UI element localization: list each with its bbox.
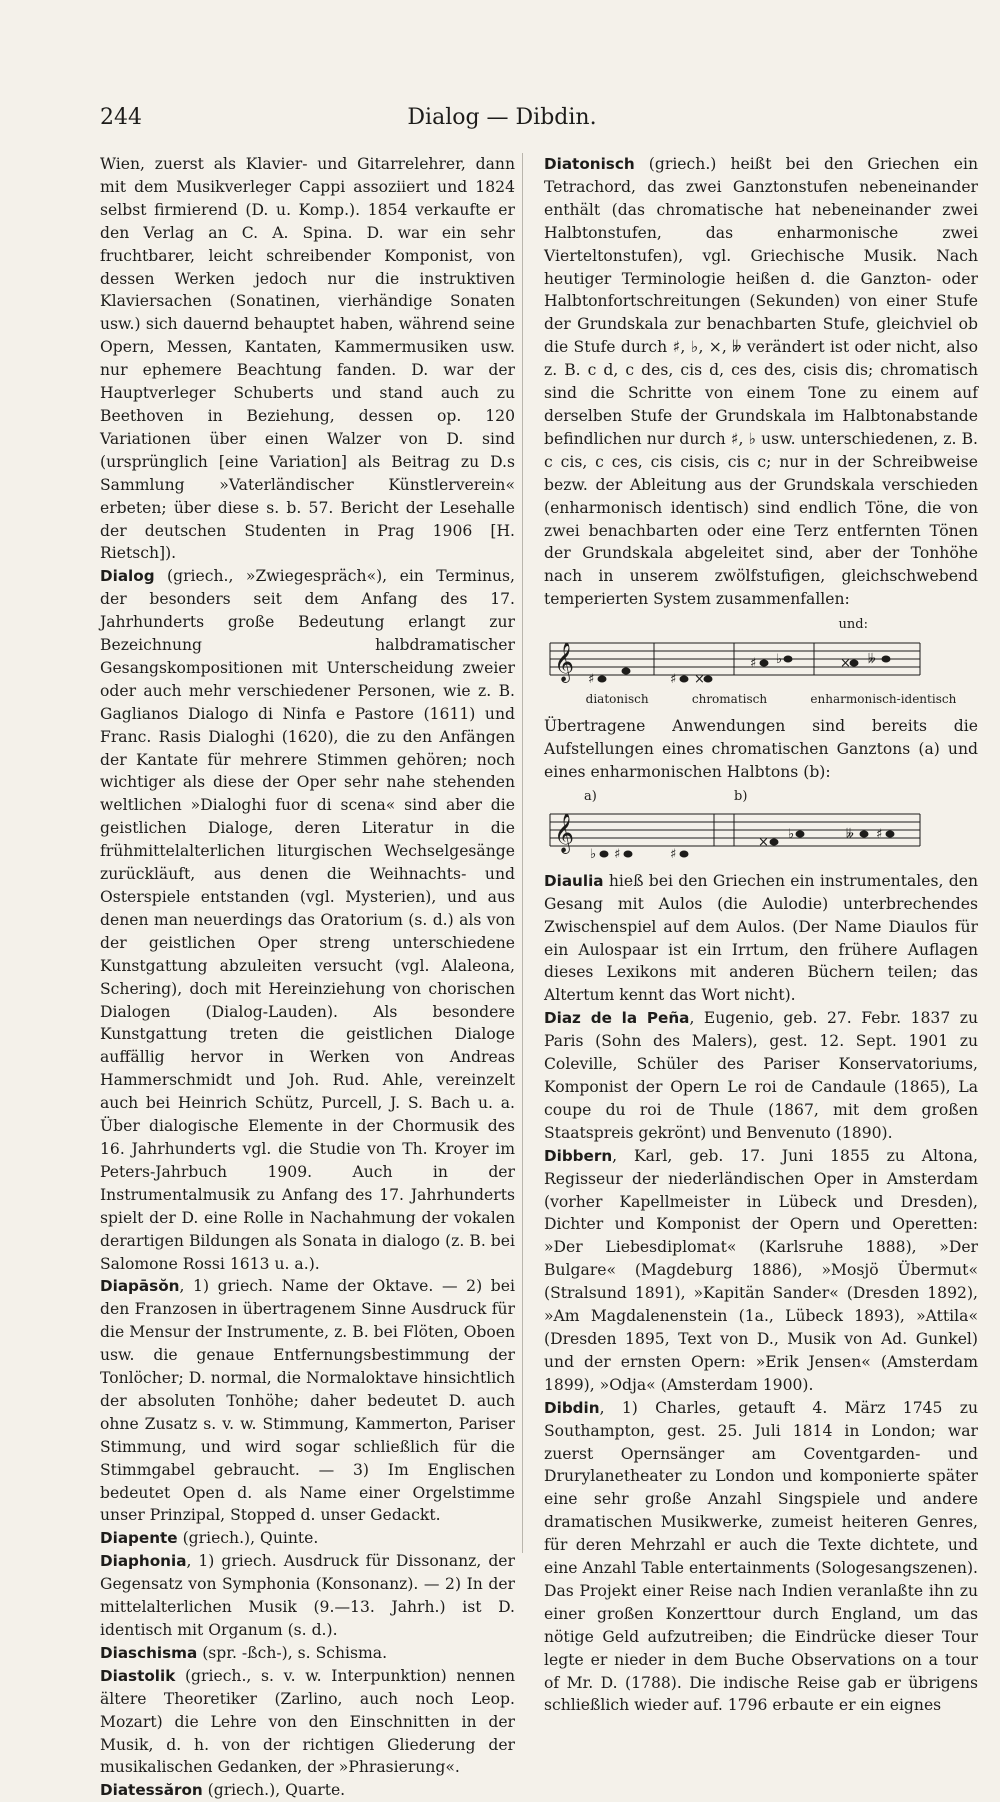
music-example-intervals bbox=[544, 617, 978, 707]
entry-text: hieß bei den Griechen ein instrumentales, den Gesang mit Aulos (die Aulodie) unterbrechendes Zwischenspiel auf dem Aulos. (Der Name Diaulos für ein Aulospaar ist ein Irrtum, den frühere Auflagen dieses Lexikons mit anderen Büchern teilen; das Altertum kennt das Wort nicht). bbox=[544, 871, 978, 1005]
svg-text:𝄞: 𝄞 bbox=[554, 812, 575, 853]
entry-text: , Karl, geb. 17. Juni 1855 zu Altona, Regisseur der niederländischen Oper in Amsterdam (vorher Kapellmeister in Lübeck und Dresden), Dichter und Komponist der Opern und Operetten: »Der Liebesdiplomat« (Karlsruhe 1888), »Der Bulgare« (Magdeburg 1886), »Mosjö Übermut« (Stralsund 1891), »Kapitän Sander« (Dresden 1892), »Am Magdalenenstein (1a., Lübeck 1893), »Attila« (Dresden 1895, Text von D., Musik von Ad. Gunkel) und der ernsten Opern: »Erik Jensen« (Amsterdam 1899), »Odja« (Amsterdam 1900). bbox=[544, 1146, 978, 1394]
entry-text: (griech.), Quarte. bbox=[202, 1781, 346, 1800]
svg-text:♯: ♯ bbox=[670, 846, 677, 862]
entry-diaz bbox=[544, 1007, 978, 1144]
music-staff-1 bbox=[544, 633, 924, 689]
svg-text:♯: ♯ bbox=[750, 656, 757, 672]
entry-dibdin bbox=[544, 1397, 978, 1718]
svg-text:♭: ♭ bbox=[788, 826, 795, 842]
entry-diastolik bbox=[100, 1665, 515, 1780]
label-chromatisch: chromatisch bbox=[691, 692, 768, 707]
entry-text: (spr. -ßch-), s. Schisma. bbox=[197, 1643, 388, 1662]
headword: Dibbern bbox=[544, 1146, 613, 1165]
svg-text:♯: ♯ bbox=[614, 846, 621, 862]
continued-entry-text: Wien, zuerst als Klavier- und Gitarrelehrer, dann mit dem Musikverleger Cappi assoziiert und 1824 selbst firmierend (D. u. Komp.). 1854 verkaufte er den Verlag an C. A. Spina. D. war ein sehr fruchtbarer, leicht schreibender Komponist, von dessen Werken jedoch nur die instruktiven Klaviersachen (Sonatinen, vierhändige Sonaten usw.) sich dauernd behauptet haben, während seine Opern, Messen, Kantaten, Kammermusiken usw. nur ephemere Beachtung fanden. D. war der Hauptverleger Schuberts und stand auch zu Beethoven in Beziehung, dessen op. 120 Variationen über einen Walzer von D. sind (ursprünglich [eine Variation] als Beitrag zu D.s Sammlung »Vaterländischer Künstlerverein« erbeten; über diese s. b. 57. Bericht der Lesehalle der deutschen Studenten in Prag 1906 [H. Rietsch]). bbox=[100, 155, 515, 563]
svg-text:♯: ♯ bbox=[588, 672, 595, 688]
headword: Diastolik bbox=[100, 1666, 176, 1685]
svg-text:𝄫: 𝄫 bbox=[868, 652, 876, 668]
entry-text: , 1) griech. Ausdruck für Dissonanz, der Gegensatz von Symphonia (Konsonanz). — 2) In der mittelalterlichen Musik (9.—13. Jahrh.) ist D. identisch mit Organum (s. d.). bbox=[100, 1552, 515, 1639]
left-column bbox=[100, 153, 515, 1802]
entry-diaschisma bbox=[100, 1642, 515, 1665]
headword: Dibdin bbox=[544, 1398, 600, 1417]
headword: Diatonisch bbox=[544, 155, 635, 173]
label-enharmonisch: enharmonisch-identisch bbox=[810, 692, 957, 707]
entry-diapason bbox=[100, 1275, 515, 1527]
label-b: b) bbox=[734, 788, 748, 804]
svg-text:♯: ♯ bbox=[670, 672, 677, 688]
page-number: 244 bbox=[100, 105, 142, 130]
headword: Dialog bbox=[100, 567, 155, 586]
right-column bbox=[544, 153, 978, 1717]
entry-diaphonia bbox=[100, 1550, 515, 1642]
entry-dialog bbox=[100, 565, 515, 1275]
entry-text: (griech.), Quinte. bbox=[177, 1529, 319, 1548]
headword: Diapente bbox=[100, 1529, 178, 1548]
entry-diatonisch bbox=[544, 153, 978, 611]
music-ab-labels bbox=[544, 790, 978, 804]
column-divider bbox=[522, 153, 523, 1553]
svg-text:×: × bbox=[694, 672, 705, 688]
svg-text:𝄫: 𝄫 bbox=[846, 826, 854, 842]
headword: Diaulia bbox=[544, 871, 604, 890]
svg-text:♭: ♭ bbox=[590, 846, 597, 862]
entry-text: (griech.) heißt bei den Griechen ein Tetrachord, das zwei Ganztonstufen nebeneinander enthält (das chromatische hat nebeneinander zwei Halbtonstufen, das enharmonische zwei Vierteltonstufen), vgl. Griechische Musik. Nach heutiger Terminologie heißen d. die Ganzton- oder Halbtonfortschreitungen (Sekunden) von einer Stufe der Grundskala zur benachbarten Stufe, gleichviel ob die Stufe durch ♯, ♭, ×, 𝄫 verändert ist oder nicht, also z. B. c d, c des, cis d, ces des, cisis dis; chromatisch sind die Schritte von einem Tone zu einem auf derselben Stufe der Grundskala im Halbtonabstande befindlichen nur durch ♯, ♭ usw. unterschiedenen, z. B. c cis, c ces, cis cisis, cis c; nur in der Schreibweise bezw. der Ableitung aus der Grundskala verschieden (enharmonisch identisch) sind endlich Töne, die von zwei benachbarten oder eine Terz entfernten Tönen der Grundskala abgeleitet sind, aber der Tonhöhe nach in unserem zwölfstufigen, gleichschwebend temperierten System zusammenfallen: bbox=[544, 155, 978, 609]
label-diatonisch: diatonisch bbox=[585, 692, 649, 707]
svg-text:×: × bbox=[840, 656, 851, 672]
entry-dibbern bbox=[544, 1145, 978, 1397]
entry-text: , 1) griech. Name der Oktave. — 2) bei den Franzosen in übertragenem Sinne Ausdruck für die Mensur der Instrumente, z. B. bei Flöten, Oboen usw. die genaue Entfernungsbestimmung der Tonlöcher; D. normal, die Normaloktave hinsichtlich der absoluten Tonhöhe; daher bedeutet D. auch ohne Zusatz s. v. w. Stimmung, Kammerton, Pariser Stimmung, und wird sogar schließlich für die Stimmgabel gebraucht. — 3) Im Englischen bedeutet Open d. als Name einer Orgelstimme unser Prinzipal, Stopped d. unser Gedackt. bbox=[100, 1277, 515, 1525]
headword: Diaphonia bbox=[100, 1552, 187, 1571]
page-header bbox=[100, 105, 904, 139]
headword: Diaz de la Peña bbox=[544, 1009, 690, 1028]
music-staff-2 bbox=[544, 804, 924, 862]
svg-text:♯: ♯ bbox=[876, 826, 883, 842]
svg-text:𝄞: 𝄞 bbox=[554, 642, 575, 683]
svg-text:×: × bbox=[758, 834, 769, 850]
music-labels bbox=[544, 691, 978, 707]
label-a: a) bbox=[584, 788, 597, 804]
headword: Diaschisma bbox=[100, 1643, 198, 1662]
entry-diaulia bbox=[544, 870, 978, 1007]
music-und-label: und: bbox=[838, 617, 868, 633]
headword: Diatessăron bbox=[100, 1781, 203, 1800]
entry-text: (griech., s. v. w. Interpunktion) nennen ältere Theoretiker (Zarlino, auch noch Leop. Mozart) die Lehre von den Einschnitten in der Musik, d. h. von der richtigen Gliederung der musikalischen Gedanken, der »Phrasierung«. bbox=[100, 1666, 515, 1777]
entry-text: , Eugenio, geb. 27. Febr. 1837 zu Paris (Sohn des Malers), gest. 12. Sept. 1901 zu Coleville, Schüler des Pariser Konservatoriums, Komponist der Opern Le roi de Candaule (1865), La coupe du roi de Thule (1867, mit dem großen Staatspreis gekrönt) und Benvenuto (1890). bbox=[544, 1009, 978, 1142]
paragraph-uebertragene: Übertragene Anwendungen sind bereits die Aufstellungen eines chromatischen Ganztons (a) und eines enharmonischen Halbtons (b): bbox=[544, 717, 978, 781]
svg-text:♭: ♭ bbox=[776, 652, 783, 668]
headword: Diapāsŏn bbox=[100, 1277, 180, 1296]
entry-text: , 1) Charles, getauft 4. März 1745 zu Southampton, gest. 25. Juli 1814 in London; war zuerst Opernsänger am Coventgarden- und Drurylanetheater zu London und komponierte später eine sehr große Anzahl Singspiele und andere dramatischen Musikwerke, zumeist heiteren Genres, für deren Mehrzahl er auch die Texte dichtete, und eine Anzahl Table entertainments (Sologesangszenen). Das Projekt einer Reise nach Indien veranlaßte ihn zu einer großen Konzerttour durch England, um das nötige Geld aufzutreiben; die Eindrücke dieser Tour legte er nieder in dem Buche Observations on a tour of Mr. D. (1788). Die indische Reise gab er übrigens schließlich wieder auf. 1796 erbaute er ein eignes bbox=[544, 1398, 978, 1715]
entry-text: (griech., »Zwiegespräch«), ein Terminus, der besonders seit dem Anfang des 17. Jahrhunderts große Bedeutung erlangt zur Bezeichnung halbdramatischer Gesangskompositionen mit Unterscheidung zweier oder auch mehr verschiedener Personen, wie z. B. Gaglianos Dialogo di Ninfa e Pastore (1611) und Franc. Rasis Dialoghi (1620), die zu den Anfängen der Kantate für mehrere Stimmen gehören; noch wichtiger als diese der Oper sehr nahe stehenden weltlichen »Dialoghi fuor di scena« sind aber die geistlichen Dialoge, deren Literatur in die frühmittelalterlichen liturgischen Wechselgesänge zurückläuft, aus denen die Weihnachts- und Osterspiele entstanden (vgl. Mysterien), und aus denen man neuerdings das Oratorium (s. d.) als von der geistlichen Oper streng unterschiedene Kunstgattung abzuleiten versucht (vgl. Alaleona, Schering), doch mit Hereinziehung von chorischen Dialogen (Dialog-Lauden). Als besondere Kunstgattung treten die geistlichen Dialoge auffällig hervor in Werken von Andreas Hammerschmidt und Joh. Rud. Ahle, vereinzelt auch bei Heinrich Schütz, Purcell, J. S. Bach u. a. Über dialogische Elemente in der Chormusik des 16. Jahrhunderts vgl. die Studie von Th. Kroyer im Peters-Jahrbuch 1909. Auch in der Instrumentalmusik zu Anfang des 17. Jahrhunderts spielt der D. eine Rolle in Nachahmung der vokalen derartigen Bildungen als Sonata in dialogo (z. B. bei Salomone Rossi 1613 u. a.). bbox=[100, 567, 515, 1273]
entry-diatessaron bbox=[100, 1779, 515, 1802]
entry-diapente bbox=[100, 1527, 515, 1550]
music-example-ab bbox=[544, 790, 978, 862]
running-title: Dialog — Dibdin. bbox=[407, 105, 597, 130]
